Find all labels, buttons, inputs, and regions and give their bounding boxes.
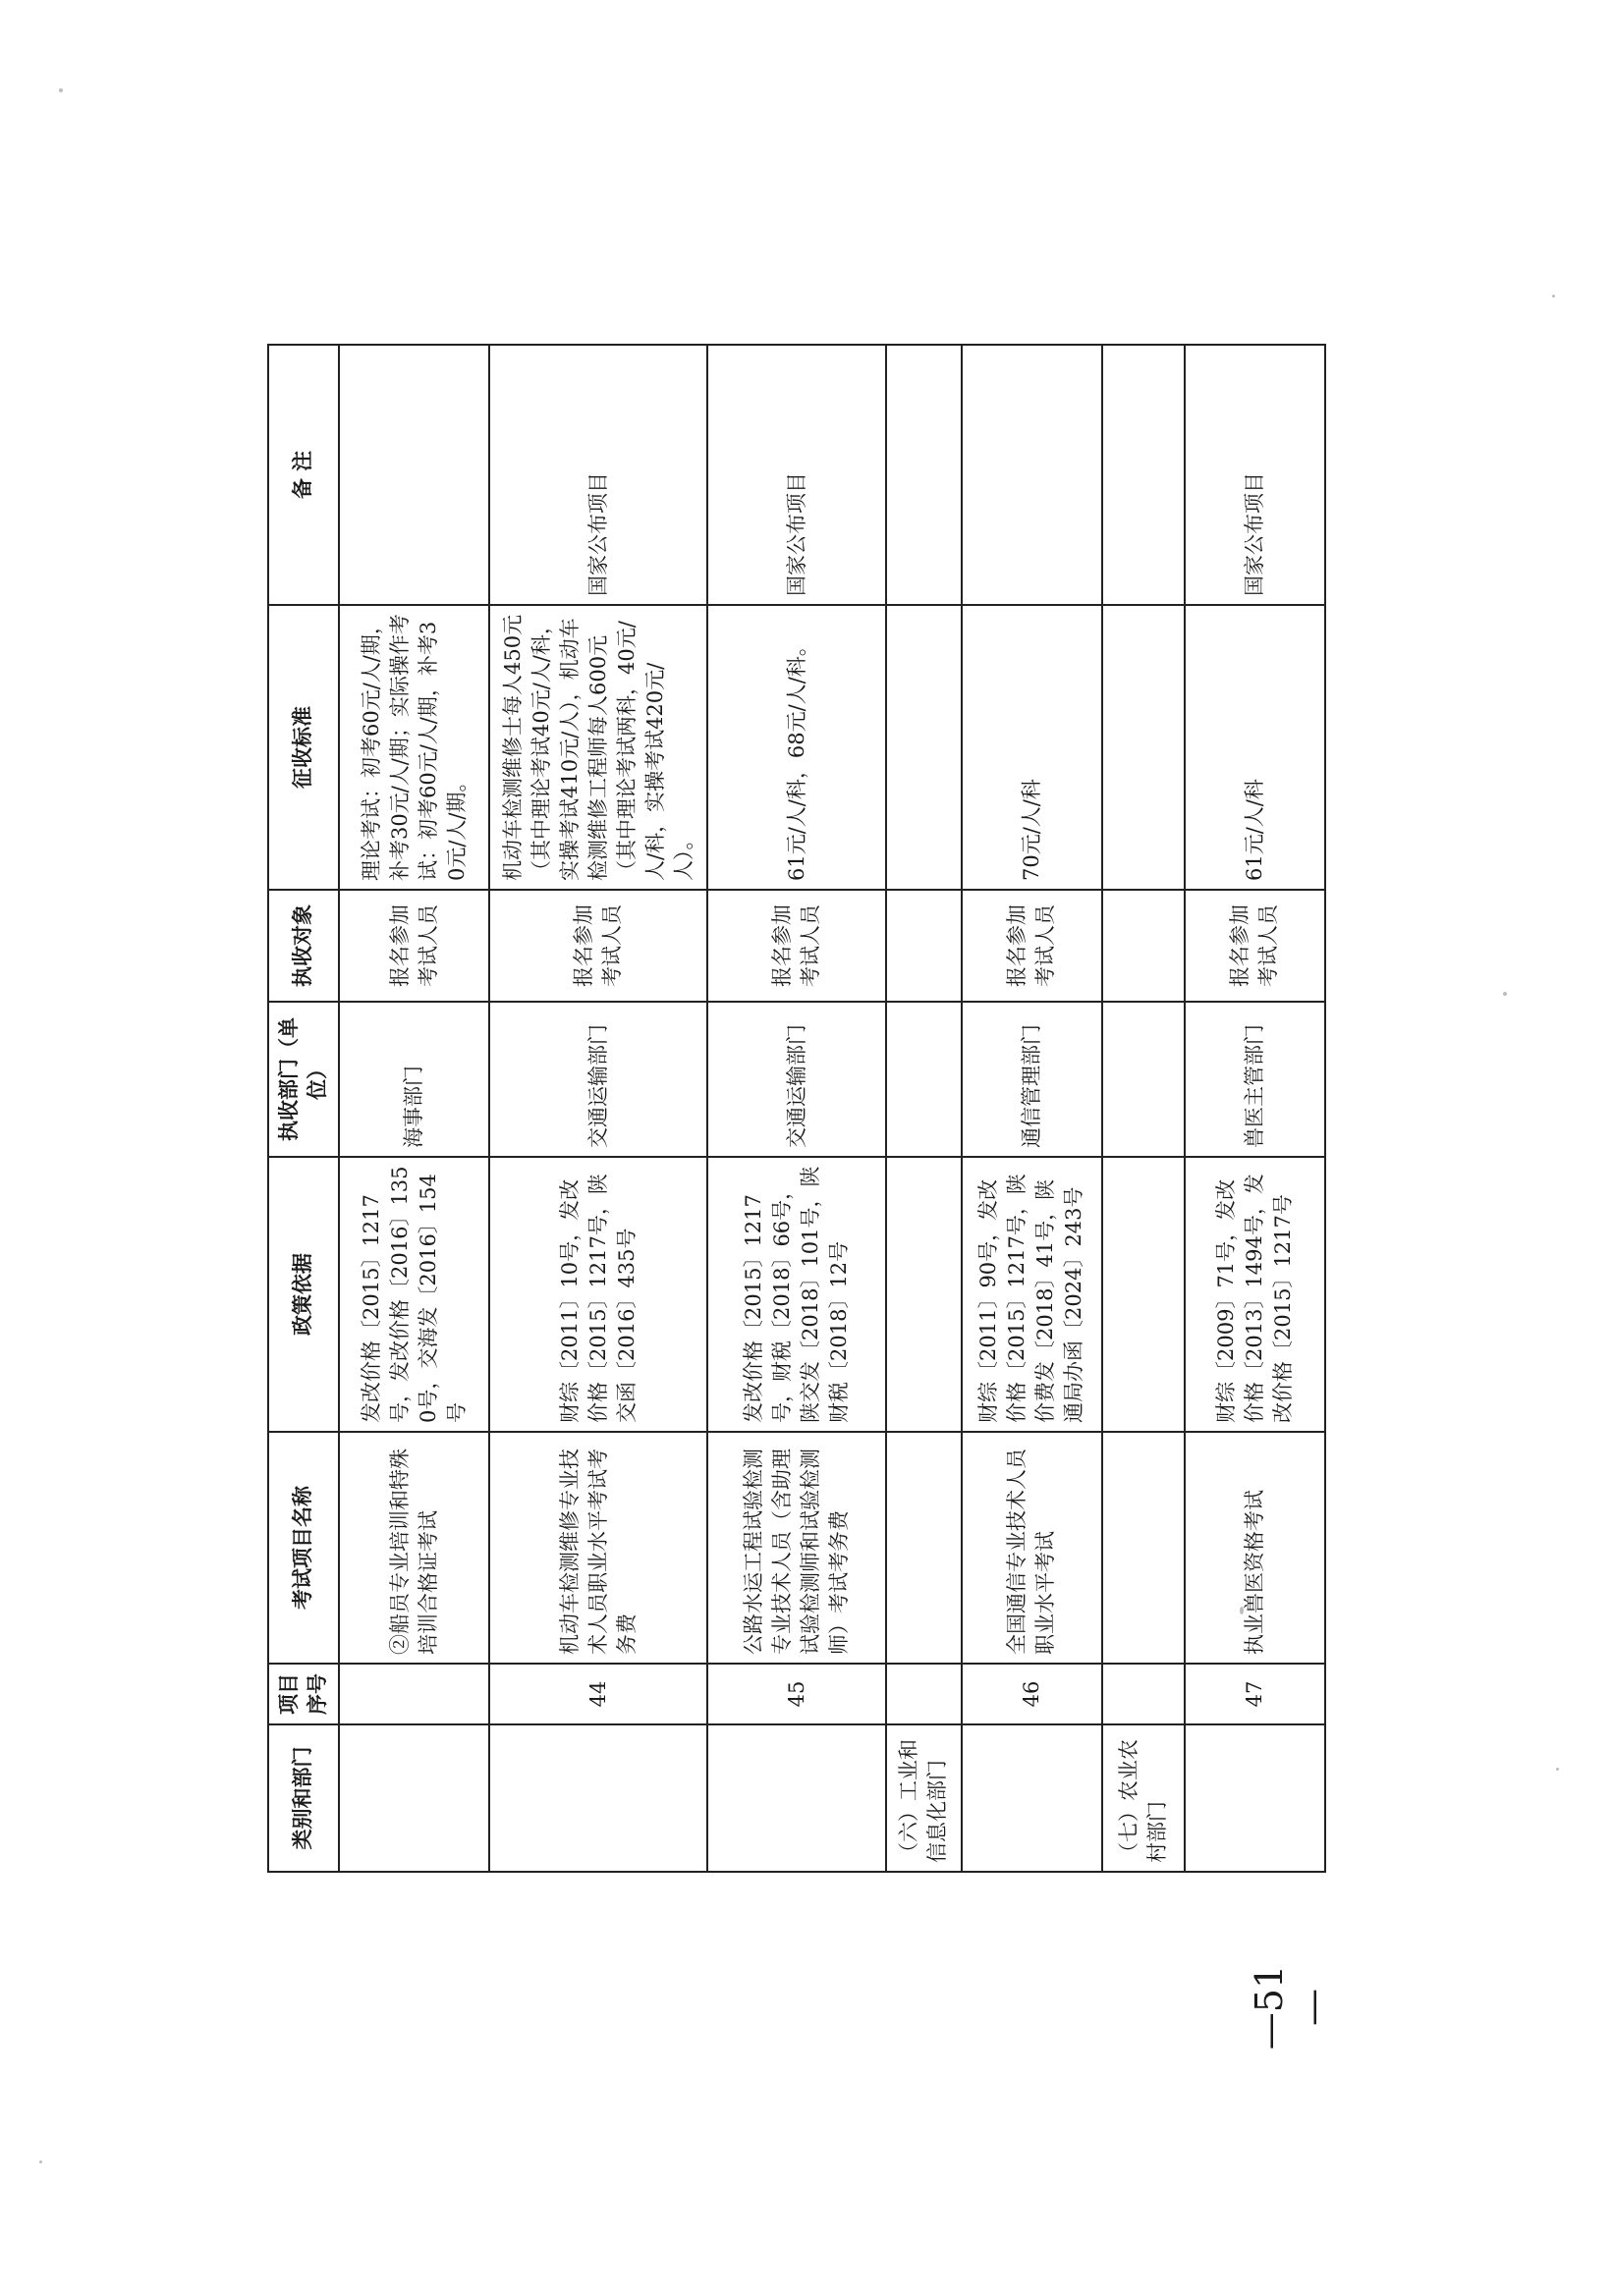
cell-note	[1102, 345, 1185, 605]
cell-seq: 46	[962, 1664, 1102, 1724]
cell-target	[886, 890, 962, 1002]
cell-dept	[1102, 1002, 1185, 1157]
cell-policy	[886, 1157, 962, 1432]
cell-name	[886, 1432, 962, 1664]
rotated-table-container	[267, 346, 1326, 1873]
cell-category	[339, 1724, 489, 1872]
cell-category	[707, 1724, 886, 1872]
cell-policy: 财综〔2011〕90号，发改价格〔2015〕1217号，陕价费发〔2018〕41号，陕通局办函〔2024〕243号	[962, 1157, 1102, 1432]
cell-target: 报名参加考试人员	[489, 890, 707, 1002]
cell-policy: 发改价格〔2015〕1217号，发改价格〔2016〕1350号，交海发〔2016〕154号	[339, 1157, 489, 1432]
cell-category	[962, 1724, 1102, 1872]
cell-dept: 交通运输部门	[707, 1002, 886, 1157]
header-policy: 政策依据	[268, 1157, 339, 1432]
table-row	[489, 345, 707, 1872]
cell-policy: 发改价格〔2015〕1217号，财税〔2018〕66号，陕交发〔2018〕101号，陕财税〔2018〕12号	[707, 1157, 886, 1432]
cell-seq: 44	[489, 1664, 707, 1724]
cell-target: 报名参加考试人员	[707, 890, 886, 1002]
cell-note: 国家公布项目	[489, 345, 707, 605]
cell-category	[1185, 1724, 1325, 1872]
cell-policy	[1102, 1157, 1185, 1432]
cell-standard: 70元/人/科	[962, 605, 1102, 890]
cell-policy: 财综〔2011〕10号，发改价格〔2015〕1217号，陕交函〔2016〕435号	[489, 1157, 707, 1432]
cell-note	[886, 345, 962, 605]
table-header-row	[268, 345, 339, 1872]
cell-name: 执业兽医资格考试	[1185, 1432, 1325, 1664]
header-target: 执收对象	[268, 890, 339, 1002]
cell-name: 机动车检测维修专业技术人员职业水平考试考务费	[489, 1432, 707, 1664]
cell-dept: 通信管理部门	[962, 1002, 1102, 1157]
header-seq: 项目序号	[268, 1664, 339, 1724]
cell-note: 国家公布项目	[707, 345, 886, 605]
cell-name: ②船员专业培训和特殊培训合格证考试	[339, 1432, 489, 1664]
table-row	[962, 345, 1102, 1872]
cell-policy: 财综〔2009〕71号，发改价格〔2013〕1494号，发改价格〔2015〕1217号	[1185, 1157, 1325, 1432]
cell-target: 报名参加考试人员	[339, 890, 489, 1002]
cell-seq: 45	[707, 1664, 886, 1724]
cell-seq: 47	[1185, 1664, 1325, 1724]
cell-dept: 兽医主管部门	[1185, 1002, 1325, 1157]
scan-speck	[59, 88, 63, 92]
header-category: 类别和部门	[268, 1724, 339, 1872]
cell-seq	[1102, 1664, 1185, 1724]
cell-category: （七）农业农村部门	[1102, 1724, 1185, 1872]
cell-dept	[886, 1002, 962, 1157]
cell-dept: 交通运输部门	[489, 1002, 707, 1157]
scan-speck	[1556, 1768, 1559, 1771]
cell-standard: 机动车检测维修士每人450元（其中理论考试40元/人/科，实操考试410元/人），机动车检测维修工程师每人600元（其中理论考试两科，40元/人/科，实操考试420元/人）。	[489, 605, 707, 890]
header-note: 备 注	[268, 345, 339, 605]
cell-target	[1102, 890, 1185, 1002]
cell-standard: 61元/人/科，68元/人/科。	[707, 605, 886, 890]
cell-note	[962, 345, 1102, 605]
cell-dept: 海事部门	[339, 1002, 489, 1157]
cell-note: 国家公布项目	[1185, 345, 1325, 605]
header-standard: 征收标准	[268, 605, 339, 890]
cell-category	[489, 1724, 707, 1872]
table-row-section	[1102, 345, 1185, 1872]
cell-note	[339, 345, 489, 605]
scan-speck	[1552, 295, 1555, 298]
exam-fee-table	[267, 344, 1326, 1873]
cell-target: 报名参加考试人员	[962, 890, 1102, 1002]
cell-category: （六）工业和信息化部门	[886, 1724, 962, 1872]
cell-standard	[1102, 605, 1185, 890]
cell-name: 全国通信专业技术人员职业水平考试	[962, 1432, 1102, 1664]
table-row-section	[886, 345, 962, 1872]
cell-seq	[886, 1664, 962, 1724]
table-row	[339, 345, 489, 1872]
cell-standard: 61元/人/科	[1185, 605, 1325, 890]
header-name: 考试项目名称	[268, 1432, 339, 1664]
table-row	[1185, 345, 1325, 1872]
cell-standard	[886, 605, 962, 890]
scan-speck	[1503, 992, 1507, 996]
cell-standard: 理论考试：初考60元/人/期，补考30元/人/期；实际操作考试：初考60元/人/期，补考30元/人/期。	[339, 605, 489, 890]
table-row	[707, 345, 886, 1872]
page-number: —51—	[1248, 1964, 1334, 2050]
header-dept: 执收部门（单位）	[268, 1002, 339, 1157]
cell-seq	[339, 1664, 489, 1724]
scan-speck	[39, 2160, 42, 2163]
cell-name: 公路水运工程试验检测专业技术人员（含助理试验检测师和试验检测师）考试考务费	[707, 1432, 886, 1664]
cell-name	[1102, 1432, 1185, 1664]
cell-target: 报名参加考试人员	[1185, 890, 1325, 1002]
